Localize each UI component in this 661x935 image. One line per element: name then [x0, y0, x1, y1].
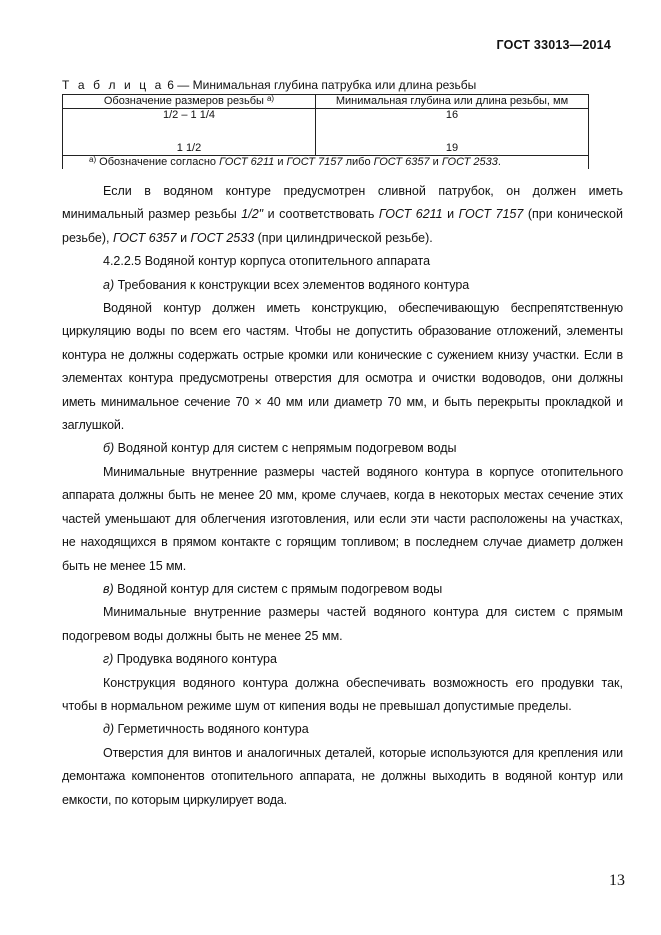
subsection-letter: в) — [103, 581, 114, 596]
column-header-thread-label: Обозначение размеров резьбы — [103, 95, 264, 107]
table-footnote — [63, 156, 589, 170]
paragraph-text: и — [442, 207, 459, 222]
subsection-letter: г) — [103, 652, 114, 667]
thread-value: 1/2 – 1 1/4 — [163, 109, 215, 121]
footnote-text: Обозначение согласно — [96, 156, 220, 168]
paragraph-purging: Конструкция водяного контура должна обеспечивать возможность его продувки так, чтобы в нормальном режиме шум от кипения воды не превышал допустимые пределы. — [62, 675, 623, 713]
table-footnote-row — [63, 156, 589, 170]
subsection-title: Водяной контур для систем с непрямым подогревом воды — [114, 441, 457, 456]
standard-reference: ГОСТ 6211 — [219, 156, 275, 168]
subsection-title: Герметичность водяного контура — [114, 722, 309, 737]
paragraph-construction: Водяной контур должен иметь конструкцию, обеспечивающую беспрепятственную циркуляцию воды по всем его частям. Чтобы не допустить образование отложений, элементы контура не должны содержать острые кромки или конические с сужением книзу участки. Если в элементах контура предусмотрены отверстия для осмотра и очистки водоводов, они должны иметь минимальное сечение 70 × 40 мм или диаметр 70 мм, и быть перекрыты прокладкой и заглушкой. — [62, 301, 623, 433]
thread-depth-table — [62, 94, 589, 169]
subsection-heading-c — [62, 578, 623, 601]
subsection-heading-b — [62, 437, 623, 460]
standard-reference: ГОСТ 6357 — [373, 156, 430, 168]
subsection-title: Требования к конструкции всех элементов водяного контура — [114, 277, 470, 292]
standard-reference: ГОСТ 7157 — [458, 207, 524, 222]
footnote-text: и — [429, 156, 442, 168]
table-row — [63, 109, 589, 156]
standard-reference: ГОСТ 2533 — [441, 156, 498, 168]
subsection-heading-a — [62, 274, 623, 297]
thread-value: 1 1/2 — [176, 142, 202, 154]
table-caption — [62, 78, 602, 92]
standard-reference: ГОСТ 2533 — [190, 230, 255, 245]
paragraph-text: (при конической резьбе), — [62, 207, 623, 245]
subsection-title: Продувка водяного контура — [113, 652, 277, 667]
column-header-thread — [63, 95, 316, 109]
document-code: ГОСТ 33013—2014 — [496, 38, 611, 52]
table-caption-title: 6 — Минимальная глубина патрубка или длина резьбы — [163, 78, 477, 92]
standard-reference: ГОСТ 6357 — [112, 230, 177, 245]
subsection-letter: д) — [103, 722, 115, 737]
depth-value: 19 — [445, 142, 459, 154]
column-header-depth: Минимальная глубина или длина резьбы, мм — [316, 95, 589, 109]
footnote-text: либо — [342, 156, 374, 168]
paragraph-text: и соответствовать — [263, 207, 379, 222]
footnote-text: . — [497, 156, 501, 168]
paragraph-text: Если в водяном контуре предусмотрен сливной патрубок, он должен иметь минимальный размер резьбы — [62, 184, 623, 222]
paragraph-drain-pipe — [62, 180, 623, 250]
document-body — [62, 180, 623, 812]
standard-reference: ГОСТ 7157 — [286, 156, 343, 168]
paragraph-indirect-heating: Минимальные внутренние размеры частей водяного контура в корпусе отопительного аппарата должны быть не менее 20 мм, кроме случаев, когда в некоторых местах сечение этих частей уменьшают для облегчения изготовления, или если эти части расположены на участках, не находящихся в прямом контакте с горящим топливом; в последнем случае диаметр должен быть не менее 15 мм. — [62, 464, 623, 573]
subsection-title: Водяной контур для систем с прямым подогревом воды — [113, 581, 443, 596]
paragraph-text: и — [176, 230, 191, 245]
table-caption-prefix: Т а б л и ц а — [62, 78, 164, 92]
subsection-letter: б) — [103, 441, 115, 456]
subsection-heading-e — [62, 718, 623, 741]
standard-reference: ГОСТ 6211 — [378, 207, 443, 222]
section-heading: 4.2.2.5 Водяной контур корпуса отопительного аппарата — [103, 254, 431, 269]
footnote-mark: a) — [89, 155, 97, 164]
paragraph-text: (при цилиндрической резьбе). — [254, 230, 433, 245]
paragraph-direct-heating: Минимальные внутренние размеры частей водяного контура для систем с прямым подогревом воды должны быть не менее 25 мм. — [62, 605, 623, 643]
subsection-letter: а) — [103, 277, 115, 292]
depth-value: 16 — [445, 109, 459, 121]
subsection-heading-d — [62, 648, 623, 671]
paragraph-tightness: Отверстия для винтов и аналогичных деталей, которые используются для крепления или демонтажа компонентов отопительного аппарата, не должны выходить в водяной контур или емкости, по которым циркулирует вода. — [62, 745, 623, 807]
table-header-row — [63, 95, 589, 109]
thread-size: 1/2" — [241, 207, 264, 222]
footnote-text: и — [274, 156, 287, 168]
depth-cell — [316, 109, 589, 156]
page-number: 13 — [609, 872, 625, 889]
header-footnote-mark: a) — [266, 94, 275, 103]
thread-cell — [63, 109, 316, 156]
